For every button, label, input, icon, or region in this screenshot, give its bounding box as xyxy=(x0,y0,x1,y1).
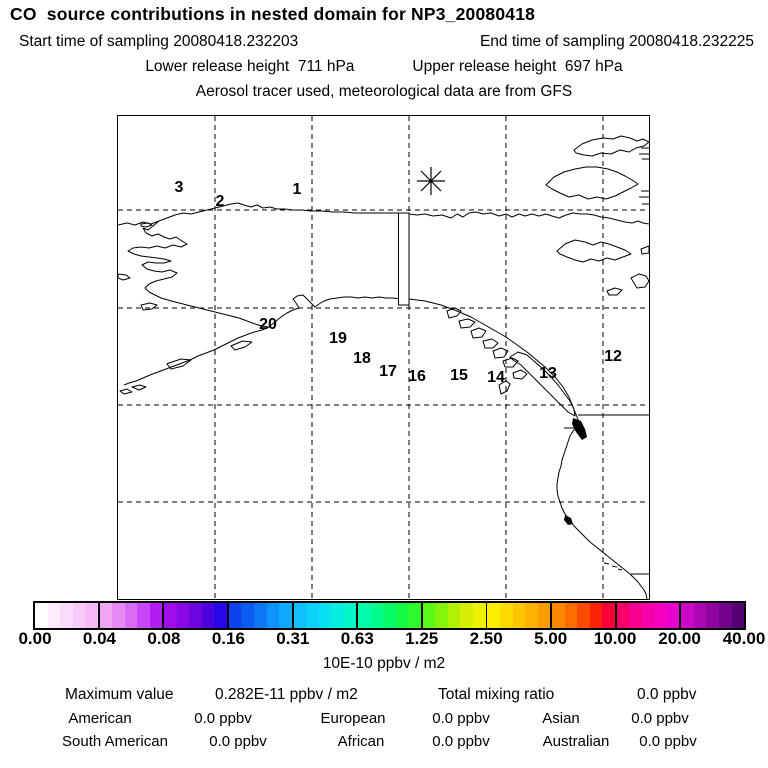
region-value: 0.0 ppbv xyxy=(432,733,490,750)
plot-title: CO source contributions in nested domain for NP3_20080418 xyxy=(10,4,536,24)
colorbar-cell xyxy=(590,603,603,628)
colorbar-cell xyxy=(538,603,551,628)
colorbar-cell xyxy=(48,603,61,628)
colorbar-cell xyxy=(177,603,190,628)
colorbar-cell xyxy=(202,603,215,628)
colorbar-cell xyxy=(487,603,500,628)
arctic-island-banks xyxy=(546,167,649,204)
colorbar-cell xyxy=(100,603,113,628)
puget-sound-blob xyxy=(572,418,587,440)
map-region-label: 12 xyxy=(604,348,622,365)
region-name: European xyxy=(320,710,386,727)
release-heights-line xyxy=(0,58,768,76)
map-region-label: 14 xyxy=(487,369,505,386)
colorbar-segment xyxy=(681,603,744,628)
colorbar-cell xyxy=(214,603,227,628)
station-asterisk-icon xyxy=(417,167,445,195)
map-region-label: 1 xyxy=(292,181,302,198)
colorbar xyxy=(33,601,746,630)
start-time-text: Start time of sampling 20080418.232203 xyxy=(19,33,299,50)
colorbar-cell xyxy=(525,603,538,628)
aleutian-islands xyxy=(120,341,252,394)
colorbar-cell xyxy=(85,603,98,628)
pacific-coast xyxy=(269,295,647,599)
region-name: South American xyxy=(62,733,168,750)
colorbar-cell xyxy=(513,603,526,628)
colorbar-cell xyxy=(229,603,242,628)
colorbar-ticks xyxy=(0,629,768,649)
colorbar-segment xyxy=(35,603,100,628)
region-value: 0.0 ppbv xyxy=(432,710,490,727)
map-region-label: 15 xyxy=(450,367,468,384)
colorbar-tick-label: 10.00 xyxy=(593,629,637,648)
map-region-label: 18 xyxy=(353,350,371,367)
total-mixing-ratio-value: 0.0 ppbv xyxy=(637,686,697,703)
end-time-text: End time of sampling 20080418.232225 xyxy=(479,33,754,50)
total-mixing-ratio-label: Total mixing ratio xyxy=(438,686,555,703)
colorbar-cell xyxy=(435,603,448,628)
colorbar-cell xyxy=(164,603,177,628)
colorbar-cell xyxy=(150,603,163,628)
colorbar-cell xyxy=(423,603,436,628)
colorbar-cell xyxy=(331,603,344,628)
colorbar-cell xyxy=(396,603,409,628)
north-coast xyxy=(118,203,398,225)
colorbar-tick-label: 0.00 xyxy=(18,629,52,648)
map-frame xyxy=(117,115,650,600)
colorbar-cell xyxy=(667,603,680,628)
dense-coast-blobs xyxy=(564,418,587,525)
colorbar-segment xyxy=(294,603,359,628)
colorbar-cell xyxy=(654,603,667,628)
colorbar-cell xyxy=(267,603,280,628)
maximum-value-text: 0.282E-11 ppbv / m2 xyxy=(215,686,358,703)
map-region-label: 20 xyxy=(259,316,277,333)
colorbar-cell xyxy=(577,603,590,628)
colorbar-cell xyxy=(732,603,745,628)
colorbar-cell xyxy=(306,603,319,628)
colorbar-cell xyxy=(617,603,630,628)
region-value: 0.0 ppbv xyxy=(194,710,252,727)
colorbar-cell xyxy=(383,603,396,628)
region-name: African xyxy=(337,733,385,750)
colorbar-cell xyxy=(241,603,254,628)
map-region-label: 13 xyxy=(539,365,557,382)
san-francisco-bay-blob xyxy=(564,515,573,525)
region-value: 0.0 ppbv xyxy=(639,733,697,750)
colorbar-segment xyxy=(617,603,682,628)
colorbar-tick-label: 2.50 xyxy=(469,629,503,648)
colorbar-cell xyxy=(35,603,48,628)
colorbar-cell xyxy=(358,603,371,628)
colorbar-tick-label: 5.00 xyxy=(534,629,568,648)
colorbar-cell xyxy=(408,603,421,628)
arctic-island-small xyxy=(607,274,649,295)
region-name: American xyxy=(68,710,132,727)
map-region-label: 2 xyxy=(215,193,225,210)
map-region-label: 16 xyxy=(408,368,426,385)
colorbar-cell xyxy=(500,603,513,628)
colorbar-cell xyxy=(125,603,138,628)
colorbar-cell xyxy=(629,603,642,628)
regions-row-2 xyxy=(0,733,768,750)
region-value: 0.0 ppbv xyxy=(631,710,689,727)
colorbar-cell xyxy=(694,603,707,628)
channel-islands xyxy=(604,563,622,570)
colorbar-tick-label: 0.31 xyxy=(276,629,310,648)
data-strip-rectangle xyxy=(399,213,410,305)
west-coast xyxy=(124,221,269,385)
colorbar-cell xyxy=(719,603,732,628)
colorbar-cell xyxy=(371,603,384,628)
tracer-info-text: Aerosol tracer used, meteorological data are from GFS xyxy=(195,83,573,100)
region-value: 0.0 ppbv xyxy=(209,733,267,750)
colorbar-tick-label: 1.25 xyxy=(405,629,439,648)
north-coast-east xyxy=(409,212,649,224)
colorbar-units-label: 10E-10 ppbv / m2 xyxy=(322,655,446,672)
colorbar-tick-label: 40.00 xyxy=(722,629,766,648)
colorbar-tick-label: 0.08 xyxy=(147,629,181,648)
colorbar-cell xyxy=(319,603,332,628)
colorbar-segment xyxy=(100,603,165,628)
colorbar-cell xyxy=(344,603,357,628)
colorbar-tick-label: 0.16 xyxy=(211,629,245,648)
map-gridlines xyxy=(118,116,649,599)
colorbar-tick-label: 0.63 xyxy=(340,629,374,648)
colorbar-cell xyxy=(642,603,655,628)
colorbar-cell xyxy=(279,603,292,628)
colorbar-cell xyxy=(706,603,719,628)
colorbar-cell xyxy=(473,603,486,628)
colorbar-segment xyxy=(423,603,488,628)
map-region-label: 17 xyxy=(379,363,397,380)
colorbar-segment xyxy=(487,603,552,628)
regions-row-1 xyxy=(0,710,768,727)
colorbar-cell xyxy=(137,603,150,628)
upper-release-text: Upper release height 697 hPa xyxy=(412,58,623,75)
arctic-island-north xyxy=(574,136,649,159)
colorbar-cell xyxy=(254,603,267,628)
maximum-value-label: Maximum value xyxy=(65,686,174,703)
map-region-label: 3 xyxy=(174,179,184,196)
colorbar-segment xyxy=(358,603,423,628)
colorbar-cell xyxy=(294,603,307,628)
map-region-label: 19 xyxy=(329,330,347,347)
colorbar-cell xyxy=(189,603,202,628)
colorbar-segment xyxy=(552,603,617,628)
colorbar-tick-label: 20.00 xyxy=(658,629,701,648)
vancouver-island xyxy=(510,352,575,416)
colorbar-cell xyxy=(73,603,86,628)
colorbar-cell xyxy=(60,603,73,628)
colorbar-segment xyxy=(229,603,294,628)
colorbar-cell xyxy=(681,603,694,628)
colorbar-cell xyxy=(448,603,461,628)
colorbar-tick-label: 0.04 xyxy=(82,629,116,648)
colorbar-cell xyxy=(460,603,473,628)
map-svg xyxy=(118,116,649,599)
sampling-times-line xyxy=(0,33,768,51)
lower-release-text: Lower release height 711 hPa xyxy=(145,58,355,75)
colorbar-cell xyxy=(112,603,125,628)
colorbar-segment xyxy=(164,603,229,628)
colorbar-cell xyxy=(565,603,578,628)
region-name: Asian xyxy=(542,710,580,727)
region-name: Australian xyxy=(542,733,610,750)
colorbar-segments xyxy=(35,603,744,628)
stats-line xyxy=(0,686,768,704)
colorbar-cell xyxy=(602,603,615,628)
colorbar-cell xyxy=(552,603,565,628)
